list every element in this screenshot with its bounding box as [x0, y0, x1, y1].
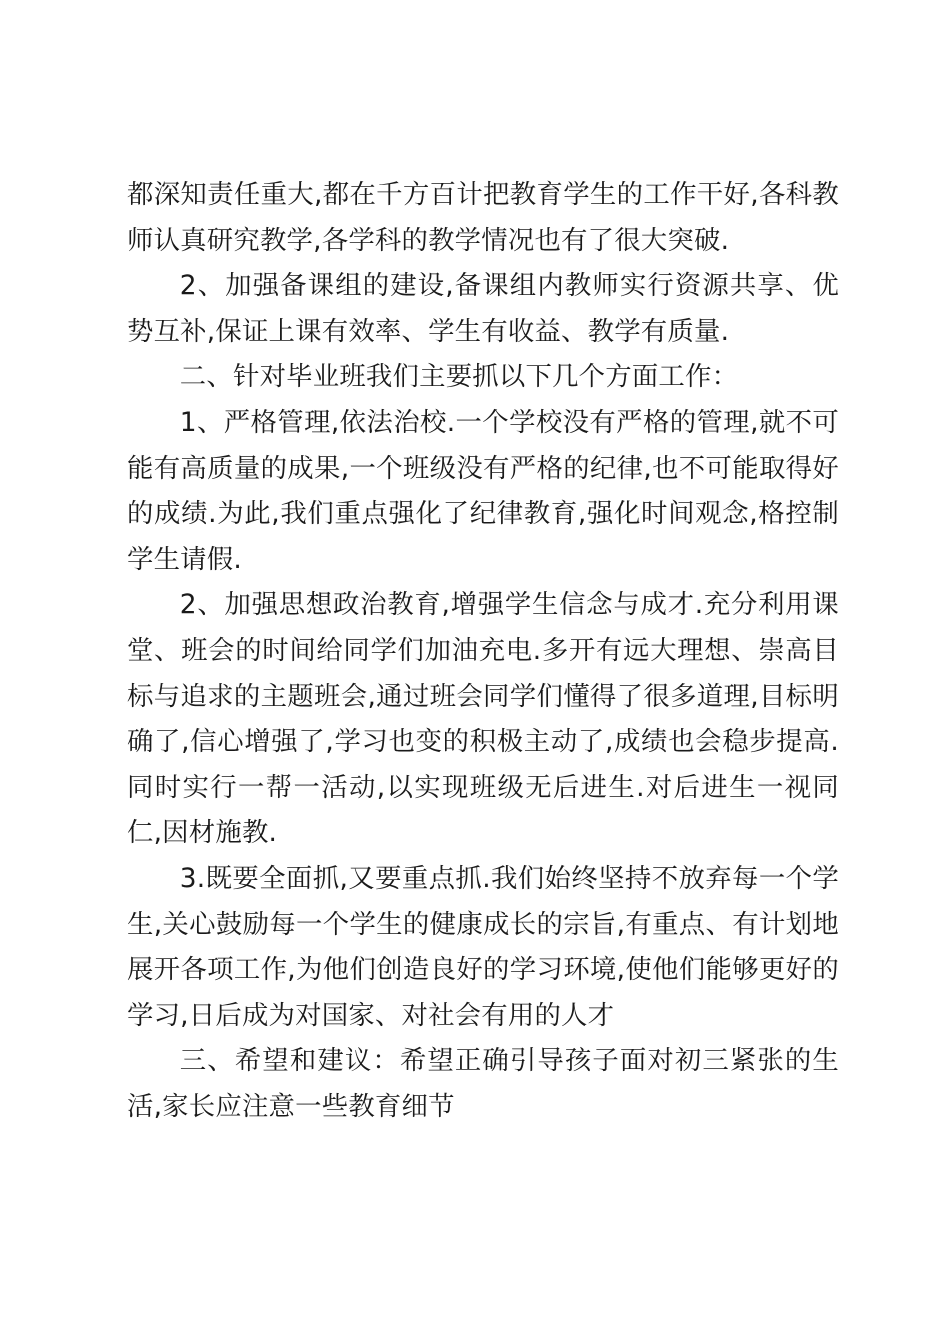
- paragraph-strict-management: 1、严格管理,依法治校.一个学校没有严格的管理,就不可能有高质量的成果,一个班级没有严格的纪律,也不可能取得好的成绩.为此,我们重点强化了纪律教育,强化时间观念,格控制学生请假.: [127, 406, 839, 575]
- section-heading-suggestions: 三、希望和建议：希望正确引导孩子面对初三紧张的生活,家长应注意一些教育细节: [127, 1045, 839, 1122]
- section-heading-graduating-class: 二、针对毕业班我们主要抓以下几个方面工作：: [179, 361, 739, 393]
- paragraph-lesson-prep-group: 2、加强备课组的建设,备课组内教师实行资源共享、优势互补,保证上课有效率、学生有收益、教学有质量.: [127, 270, 839, 347]
- paragraph-continuation: 都深知责任重大,都在千方百计把教育学生的工作干好,各科教师认真研究教学,各学科的教学情况也有了很大突破.: [127, 179, 839, 256]
- paragraph-comprehensive-focus: 3.既要全面抓,又要重点抓.我们始终坚持不放弃每一个学生,关心鼓励每一个学生的健康成长的宗旨,有重点、有计划地展开各项工作,为他们创造良好的学习环境,使他们能够更好的学习,日后成为对国家、对社会有用的人才: [127, 862, 839, 1031]
- paragraph-ideological-education: 2、加强思想政治教育,增强学生信念与成才.充分利用课堂、班会的时间给同学们加油充电.多开有远大理想、崇高目标与追求的主题班会,通过班会同学们懂得了很多道理,目标明确了,信心增强了,学习也变的积极主动了,成绩也会稳步提高.同时实行一帮一活动,以实现班级无后进生.对后进生一视同仁,因材施教.: [127, 589, 839, 849]
- document-body: [127, 172, 839, 1129]
